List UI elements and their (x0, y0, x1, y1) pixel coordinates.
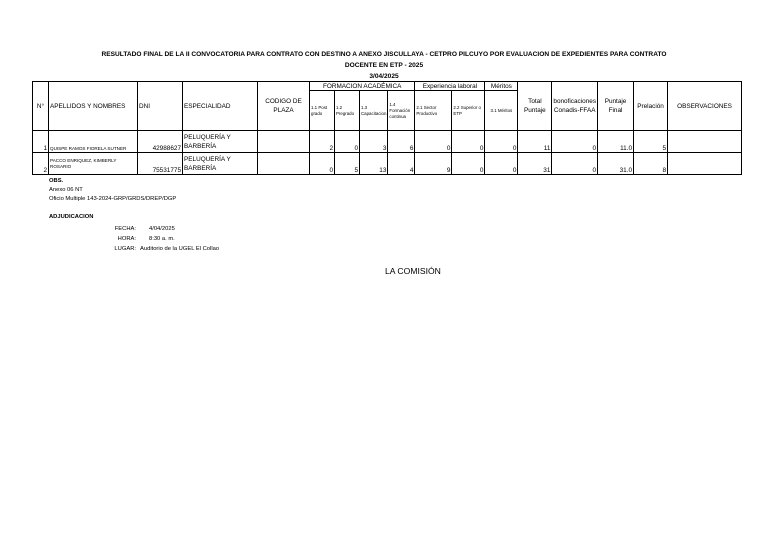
row-codigo (258, 153, 310, 175)
row-m31: 0 (485, 153, 518, 175)
row-puntaje-final: 31.0 (598, 153, 634, 175)
header-nombres: APELLIDOS Y NOMBRES (49, 82, 138, 131)
header-group-meritos: Méritos (485, 82, 518, 91)
obs-line1: Anexo 06 NT (49, 187, 83, 193)
header-total: Total Puntaje (518, 82, 552, 131)
row-nombre: PACCO ENRIQUEZ, KIMBERLY ROSARIO (49, 153, 138, 175)
row-f11: 2 (310, 131, 335, 153)
lugar-value: Auditorio de la UGEL El Collao (140, 246, 220, 252)
header-num: N° (33, 82, 49, 131)
row-bonificacion: 0 (552, 153, 598, 175)
header-f12: 1.2 Pregrado (335, 91, 360, 131)
header-puntaje-final: Puntaje Final (598, 82, 634, 131)
header-f13: 1.3 Capacitacion (360, 91, 388, 131)
header-f14: 1.4 Formación continua (388, 91, 415, 131)
row-f13: 13 (360, 153, 388, 175)
fecha-value: 4/04/2025 (149, 226, 175, 232)
row-f13: 3 (360, 131, 388, 153)
row-especialidad: PELUQUERÍA Y BARBERÍA (183, 131, 258, 153)
header-m31: 3.1 Méritos (485, 91, 518, 131)
row-bonificacion: 0 (552, 131, 598, 153)
header-group-formacion: FORMACION ACADÉMICA (310, 82, 415, 91)
obs-label: OBS. (49, 178, 64, 184)
row-codigo (258, 131, 310, 153)
row-e22: 0 (452, 131, 485, 153)
header-f11: 1.1 Post grado (310, 91, 335, 131)
row-nombre: QUISPE RAMOS FIORELA SUTNER (49, 131, 138, 153)
row-total: 11 (518, 131, 552, 153)
row-prelacion: 8 (634, 153, 668, 175)
row-f12: 5 (335, 153, 360, 175)
row-f14: 4 (388, 153, 415, 175)
document-title-line2: DOCENTE EN ETP - 2025 (344, 62, 424, 69)
header-dni: DNI (138, 82, 183, 131)
table-row (33, 131, 742, 153)
header-codigo-plaza: CODIGO DE PLAZA (258, 82, 310, 131)
row-num: 2 (33, 153, 49, 175)
row-m31: 0 (485, 131, 518, 153)
adjudicacion-label: ADJUDICACION (49, 214, 94, 220)
row-f11: 0 (310, 153, 335, 175)
row-total: 31 (518, 153, 552, 175)
lugar-label: LUGAR: (114, 246, 136, 252)
document-title-line1: RESULTADO FINAL DE LA II CONVOCATORIA PARA CONTRATO CON DESTINO A ANEXO JISCULLAYA - CETPRO PILCUYO POR EVALUACION DE EXPEDIENTES PARA CONTRATO (101, 51, 667, 58)
row-especialidad: PELUQUERÍA Y BARBERÍA (183, 153, 258, 175)
row-e22: 0 (452, 153, 485, 175)
row-dni: 75531775 (138, 153, 183, 175)
row-e21: 9 (415, 153, 452, 175)
hora-label: HORA: (117, 236, 136, 242)
row-f14: 6 (388, 131, 415, 153)
row-num: 1 (33, 131, 49, 153)
results-table (32, 81, 742, 175)
fecha-label: FECHA: (114, 226, 136, 232)
header-prelacion: Prelación (634, 82, 668, 131)
obs-line2: Oficio Multiple 143-2024-GRP/GRDS/DREP/DGP (49, 196, 177, 202)
row-e21: 0 (415, 131, 452, 153)
header-e22: 2.2 Superior o ETP (452, 91, 485, 131)
row-dni: 42988627 (138, 131, 183, 153)
row-prelacion: 5 (634, 131, 668, 153)
comision-signature: LA COMISIÓN (385, 266, 441, 276)
row-puntaje-final: 11.0 (598, 131, 634, 153)
row-observacion (668, 153, 742, 175)
header-observaciones: OBSERVACIONES (668, 82, 742, 131)
header-group-experiencia: Experiencia laboral (415, 82, 485, 91)
header-e21: 2.1 Sector Productivo (415, 91, 452, 131)
document-date: 3/04/2025 (369, 73, 399, 80)
header-bonificaciones: bonoficaciones Conadis-FFAA (552, 82, 598, 131)
row-f12: 0 (335, 131, 360, 153)
header-especialidad: ESPECIALIDAD (183, 82, 258, 131)
row-observacion (668, 131, 742, 153)
hora-value: 8:30 a. m. (149, 236, 175, 242)
table-row (33, 153, 742, 175)
